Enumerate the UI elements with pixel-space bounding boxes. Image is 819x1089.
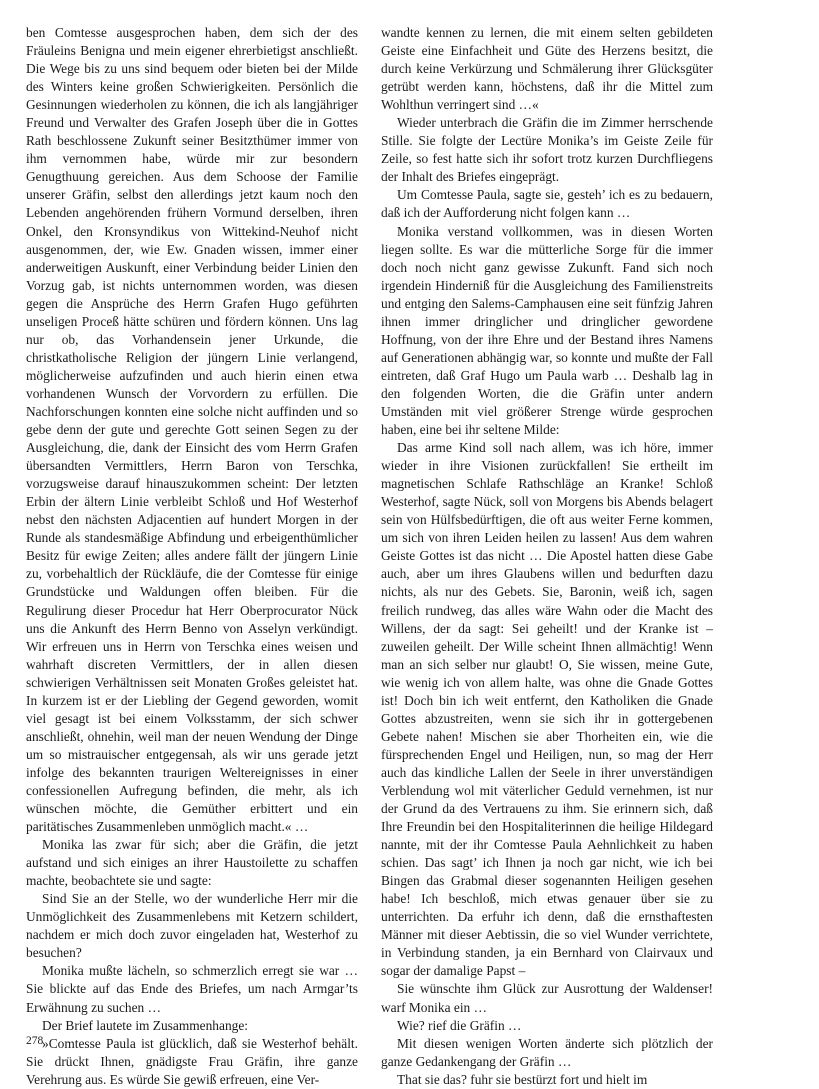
paragraph: Der Brief lautete im Zusammenhange: <box>42 1017 248 1033</box>
paragraph: Das arme Kind soll nach allem, was ich höre, immer wieder in ihre Visionen zurückfallen! Sie ertheilt im magnetischen Schlafe Rathschläge an Kranke! Schloß Westerhof, sagte Nück, soll von Morgens bis Abends belagert sein von Hülfsbedürftigen, die oft aus weiter Ferne kommen, um sich von ihren Leiden heilen zu lassen! Aus dem wahren Geiste Gottes ist das nicht … Die Apostel hatten diese Gabe auch, aber um ihres Glaubens willen und bedurften dazu nichts, als nur des Gebets. Sie, Baronin, weiß ich, sagen freilich rundweg, das alles wäre Wahn oder die Macht des Willens, der da sagt: Sei geheilt! und der Kranke ist – zuweilen geheilt. Der Wille scheint Ihnen allmächtig! Wenn man an sich selber nur glaubt! O, Sie wissen, meine Gute, wie wenig ich von allem halte, was ohne die Gnade Gottes ist! Doch bin ich weit entfernt, den Katholiken die Gnade Gottes abzustreiten, wenn sie sich ihr in gottergebenen Gebete nahen! Mischen sie aber Thorheiten ein, wie die fürsprechenden Engel und Heiligen, nun, so mag der Herr auch das kindliche Lallen der Seele in ihrer unverständigen Verblendung wol mit väterlicher Geduld vernehmen, ist nur der Grund da des Vertrauens zu ihm. Sie erinnern sich, daß Ihre Freundin bei den Hospitaliterinnen die heilige Hildegard nannte, mit der ihr Comtesse Paula Aehnlichkeit zu haben schien. Das sagt’ ich Ihnen ja noch gar nicht, wie ich bei Bingen das Grabmal dieser sogenannten Heiligen gesehen habe! Ich beschloß, mich etwas genauer über sie zu unterrichten. Da erfuhr ich denn, daß die ernsthaftesten Männer mit dieser Aebtissin, die so viel Wunder verrichtete, in Verbindung standen, ja ein Bernhard von Clairvaux und sogar der damalige Papst – <box>381 440 713 979</box>
paragraph: ben Comtesse ausgesprochen haben, dem sich der des Fräuleins Benigna und mein eigener ehrerbietigst anschließt. Die Wege bis zu uns sind bequem oder bieten bei der Milde des Winters keine großen Schwierigkeiten. Persönlich die Gesinnungen wiederholen zu können, die ich als langjähriger Freund und Verwalter des Grafen Joseph über die in Gottes Rath beschlossene Zukunft seiner Besitzthümer immer von ihm vernommen habe, würde mir zur besondern Genugthuung gereichen. Aus dem Schoose der Familie unserer Gräfin, selbst den allerdings jetzt kaum noch den Lebenden angehörenden frühern Vormund derselben, ihren Onkel, den Kronsyndikus von Wittekind-Neuhof nicht ausgenommen, der, wie Ew. Gnaden wissen, immer einer anderweitigen Auskunft, einer Verbindung beider Linien den Vorzug gab, ist nichts unternommen worden, was diesen gegen die Ansprüche des Herrn Grafen Hugo geführten unseligen Proceß hätte schüren und fördern können. Uns lag nur ob, das Vorhandensein jener Urkunde, die christkatholische Religion der jüngern Linie verlangend, möglicherweise aufzufinden und auch hierin einen etwa vorhandenen Wunsch der Vorvordern zu erfüllen. Die Nachforschungen konnten eine solche nicht auffinden und so gebe denn der gute und gerechte Gott seinen Segen zu der Ausgleichung, die, dank der Einsicht des vom Herrn Grafen übersandten Vermittlers, Herrn Baron von Terschka, vorzugsweise darauf hinauszukommen scheint: Der letzten Erbin der ältern Linie verbleibt Schloß und Hof Westerhof nebst den nächsten Adjacentien auf hundert Morgen in der Runde als standesmäßige Abfindung und erbeigenthümlicher Besitz für ewige Zeiten; alles andere fällt der jüngern Linie zu, vorbehaltlich der Rückläufe, die der Comtesse für einige Grundstücke und Waldungen offen bleiben. Für die Regulirung dieser Procedur hat Herr Oberprocurator Nück uns die Ankunft des Herrn Benno von Asselyn verkündigt. Wir erfreuen uns in Herrn von Terschka eines weisen und wahrhaft discreten Vermittlers, der in allen diesen schwierigen Verhältnissen seit Monaten Großes geleistet hat. In kurzem ist er der Liebling der Gegend geworden, womit viel gesagt ist bei einem Volksstamm, der sich schwer anschließt, ohnehin, weil man der neuen Wendung der Dinge um so mistrauischer entgegensah, als wir uns gerade jetzt infolge des bekannten traurigen Weltereignisses in einer confessionellen Aufregung befinden, die mehr, als ich wünschen möchte, die Gemüther erbittert und ein paritätisches Zusammenleben unmöglich macht.« … <box>26 25 358 835</box>
paragraph: Monika las zwar für sich; aber die Gräfin, die jetzt aufstand und sich einiges an ihrer Haustoilette zu schaffen machte, beobachtete sie und sagte: <box>26 837 358 889</box>
left-text-column <box>26 24 358 1089</box>
paragraph: That sie das? fuhr sie bestürzt fort und hielt im <box>397 1071 648 1087</box>
paragraph: Sie wünschte ihm Glück zur Ausrottung der Waldenser! warf Monika ein … <box>381 981 713 1015</box>
paragraph: wandte kennen zu lernen, die mit einem selten gebildeten Geiste eine Einfachheit und Güte des Herzens besitzt, die durch keine Verkürzung und Schmälerung ihrer Glücksgüter getrübt werden kann, höchstens, daß ihr die Mittel zum Wohlthun verringert sind …« <box>381 25 713 113</box>
paragraph: Monika mußte lächeln, so schmerzlich erregt sie war … Sie blickte auf das Ende des Briefes, um nach Armgar’ts Erwähnung zu suchen … <box>26 963 358 1015</box>
paragraph: Mit diesen wenigen Worten änderte sich plötzlich der ganze Gedankengang der Gräfin … <box>381 1035 713 1069</box>
paragraph: »Comtesse Paula ist glücklich, daß sie Westerhof behält. Sie drückt Ihnen, gnädigste Frau Gräfin, ihre ganze Verehrung aus. Es würde Sie gewiß erfreuen, eine Ver- <box>26 1035 358 1087</box>
paragraph: Wie? rief die Gräfin … <box>397 1017 522 1033</box>
right-text-column <box>381 24 713 1089</box>
page-number: 278 <box>26 1035 44 1047</box>
paragraph: Monika verstand vollkommen, was in diesen Worten liegen sollte. Es war die mütterliche Sorge für die immer doch noch nicht ganz gewisse Zukunft. Fand sich noch irgendein Hinderniß für die Ausgleichung des Familienstreits und entging den Salems-Camphausen eine seit fünfzig Jahren ihnen immer dringlicher und dringlicher gewordene Hoffnung, von der ihre Ehre und der Bestand ihres Namens auf Generationen abhängig war, so konnte und mußte der Fall eintreten, daß Graf Hugo um Paula warb … Deshalb lag in den folgenden Worten, die die Gräfin unter andern Umständen mit viel größerer Strenge würde gesprochen haben, eine bei ihr seltene Milde: <box>381 223 713 438</box>
paragraph: Um Comtesse Paula, sagte sie, gesteh’ ich es zu bedauern, daß ich der Aufforderung nicht folgen kann … <box>381 187 713 221</box>
paragraph: Wieder unterbrach die Gräfin die im Zimmer herrschende Stille. Sie folgte der Lectüre Monika’s im Geiste Zeile für Zeile, so fest hatte sich ihr sofort trotz kurzen Durchfliegens der Inhalt des Briefes eingeprägt. <box>381 115 713 185</box>
paragraph: Sind Sie an der Stelle, wo der wunderliche Herr mir die Unmöglichkeit des Zusammenlebens mit Ketzern schildert, nachdem er mich doch zuvor eingeladen hat, Westerhof zu besuchen? <box>26 891 358 961</box>
